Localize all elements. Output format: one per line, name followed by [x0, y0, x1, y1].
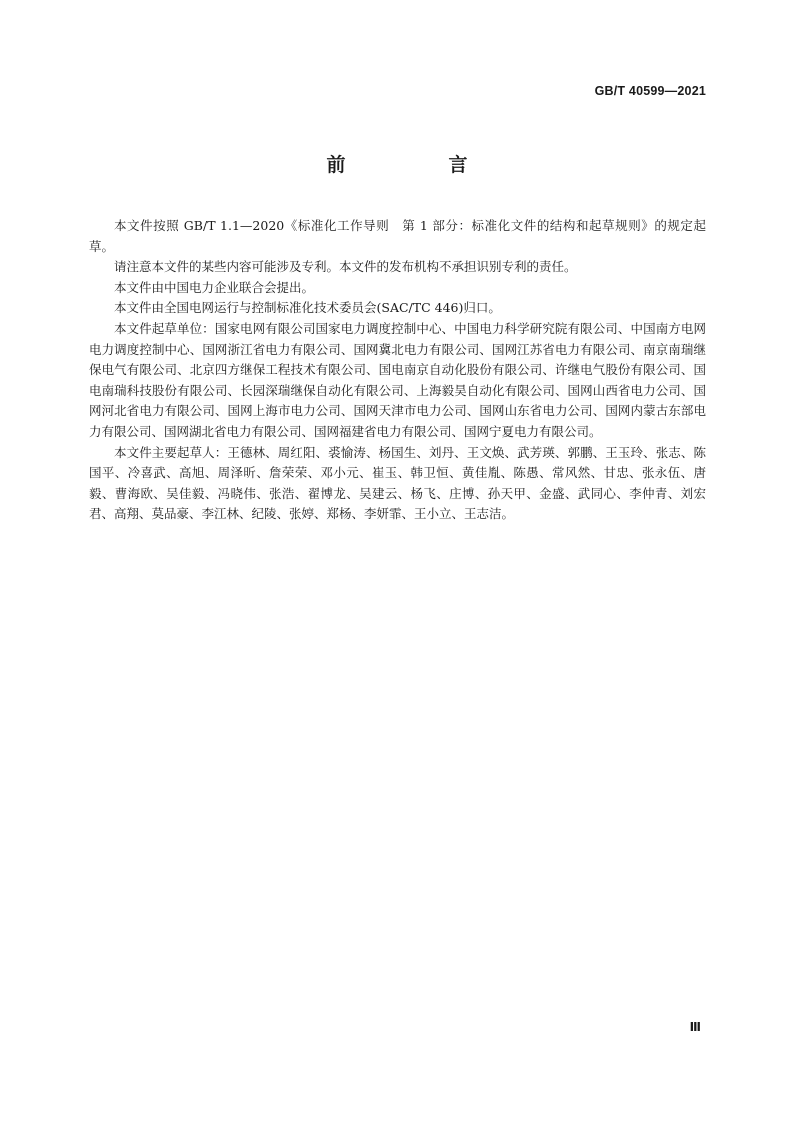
page-title: 前 言 [326, 154, 510, 176]
foreword-body [89, 216, 706, 525]
paragraph-main-drafters: 本文件主要起草人：王德林、周红阳、裘愉涛、杨国生、刘丹、王文焕、武芳瑛、郭鹏、王玉玲、张志、陈国平、冷喜武、高旭、周泽昕、詹荣荣、邓小元、崔玉、韩卫恒、黄佳胤、陈愚、常风然、甘忠、张永伍、唐毅、曹海欧、吴佳毅、冯晓伟、张浩、翟博龙、吴建云、杨飞、庄博、孙天甲、金盛、武同心、李仲青、刘宏君、高翔、莫品豪、李江林、纪陵、张婷、郑杨、李妍霏、王小立、王志洁。 [89, 444, 706, 522]
paragraph-proposer: 本文件由中国电力企业联合会提出。 [114, 279, 315, 295]
standard-number: GB/T 40599—2021 [594, 84, 706, 98]
page-number: Ⅲ [689, 1020, 701, 1034]
paragraph-drafting-units: 本文件起草单位：国家电网有限公司国家电力调度控制中心、中国电力科学研究院有限公司、中国南方电网电力调度控制中心、国网浙江省电力有限公司、国网冀北电力有限公司、国网江苏省电力有限公司、南京南瑞继保电气有限公司、北京四方继保工程技术有限公司、国电南京自动化股份有限公司、许继电气股份有限公司、国电南瑞科技股份有限公司、长园深瑞继保自动化有限公司、上海毅昊自动化有限公司、国网山西省电力公司、国网河北省电力有限公司、国网上海市电力公司、国网天津市电力公司、国网山东省电力公司、国网内蒙古东部电力有限公司、国网湖北省电力有限公司、国网福建省电力有限公司、国网宁夏电力有限公司。 [89, 320, 706, 439]
paragraph-technical-committee: 本文件由全国电网运行与控制标准化技术委员会(SAC/TC 446)归口。 [114, 300, 501, 316]
paragraph-patent-notice: 请注意本文件的某些内容可能涉及专利。本文件的发布机构不承担识别专利的责任。 [114, 259, 577, 275]
paragraph-drafting-rules: 本文件按照 GB/T 1.1—2020《标准化工作导则 第 1 部分：标准化文件的结构和起草规则》的规定起草。 [89, 218, 706, 254]
